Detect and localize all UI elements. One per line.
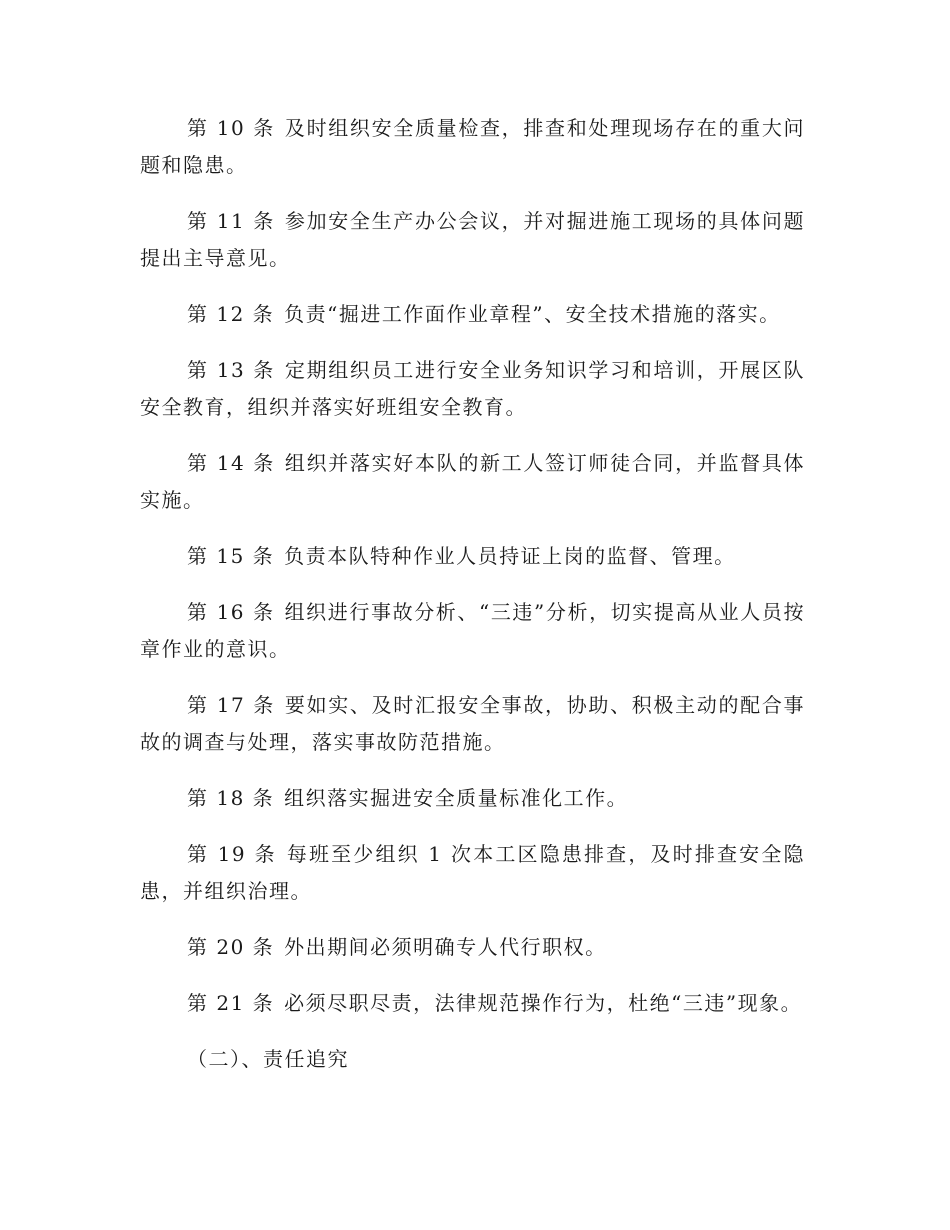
article-18 (140, 780, 805, 817)
article-number: 第 17 条 (187, 693, 275, 717)
article-10 (140, 110, 805, 184)
article-number: 第 12 条 (187, 302, 275, 326)
article-text: 参加安全生产办公会议，并对掘进施工现场的具体问题提出主导意见。 (140, 209, 806, 270)
article-text: 外出期间必须明确专人代行职权。 (284, 935, 607, 959)
article-14 (140, 445, 805, 519)
article-17 (140, 687, 805, 761)
article-13 (140, 352, 805, 426)
article-text: 组织落实掘进安全质量标准化工作。 (284, 786, 629, 810)
article-number: 第 15 条 (187, 544, 275, 568)
article-text: 每班至少组织 1 次本工区隐患排查，及时排查安全隐患，并组织治理。 (140, 842, 805, 903)
document-body (140, 110, 805, 1078)
article-19 (140, 836, 805, 910)
article-text: 组织并落实好本队的新工人签订师徒合同，并监督具体实施。 (140, 451, 806, 512)
article-number: 第 14 条 (187, 451, 275, 475)
article-number: 第 20 条 (187, 935, 275, 959)
article-text: 要如实、及时汇报安全事故，协助、积极主动的配合事故的调查与处理，落实事故防范措施。 (140, 693, 806, 754)
article-text: 负责“掘进工作面作业章程”、安全技术措施的落实。 (284, 302, 781, 326)
section-heading: （二）、责任追究 (187, 1047, 349, 1071)
article-20 (140, 929, 805, 966)
article-number: 第 18 条 (187, 786, 275, 810)
article-text: 组织进行事故分析、“三违”分析，切实提高从业人员按章作业的意识。 (140, 600, 805, 661)
article-number: 第 21 条 (187, 991, 275, 1015)
article-text: 及时组织安全质量检查，排查和处理现场存在的重大问题和隐患。 (140, 116, 806, 177)
article-number: 第 11 条 (187, 209, 275, 233)
article-12 (140, 296, 805, 333)
article-text: 定期组织员工进行安全业务知识学习和培训，开展区队安全教育，组织并落实好班组安全教育。 (140, 358, 806, 419)
article-number: 第 16 条 (187, 600, 275, 624)
article-16 (140, 594, 805, 668)
article-text: 必须尽职尽责，法律规范操作行为，杜绝“三违”现象。 (284, 991, 803, 1015)
article-11 (140, 203, 805, 277)
article-15 (140, 538, 805, 575)
article-21 (140, 985, 805, 1022)
article-number: 第 19 条 (187, 842, 277, 866)
article-number: 第 10 条 (187, 116, 275, 140)
article-text: 负责本队特种作业人员持证上岗的监督、管理。 (284, 544, 736, 568)
article-number: 第 13 条 (187, 358, 275, 382)
